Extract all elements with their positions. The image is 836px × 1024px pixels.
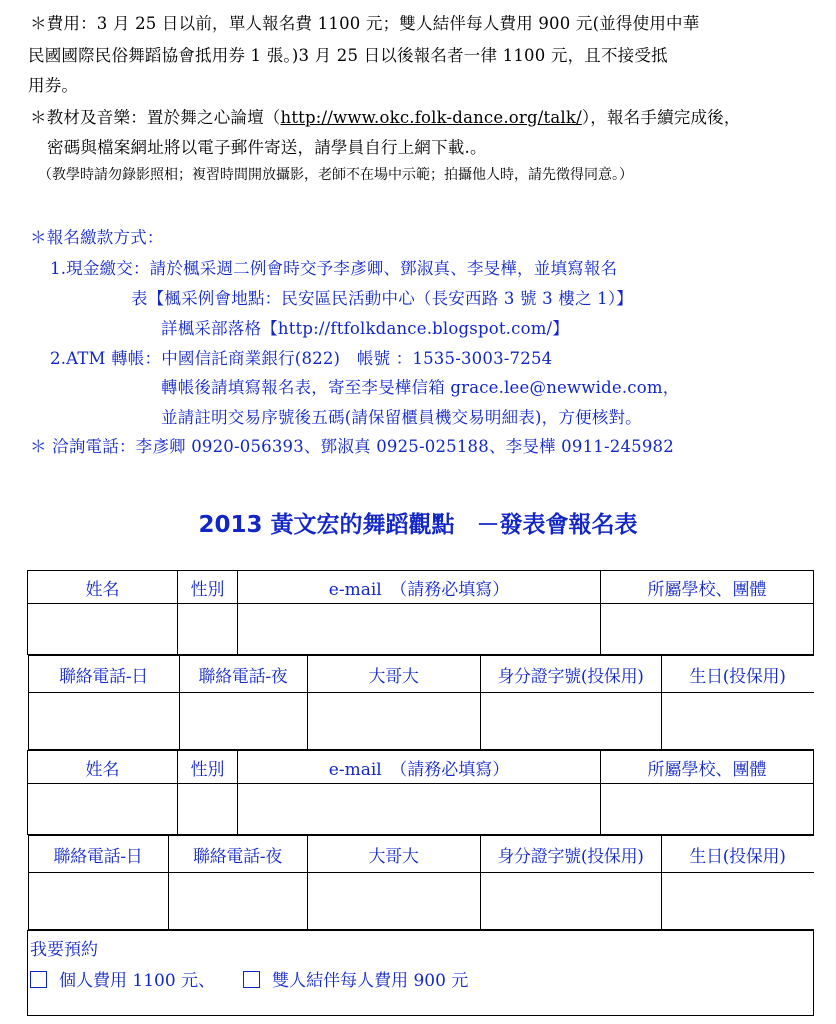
field-gender[interactable] [178, 604, 238, 655]
header-gender: 性別 [178, 571, 238, 604]
field-name[interactable] [28, 784, 178, 835]
header-mobile: 大哥大 [307, 656, 480, 693]
field-affiliation[interactable] [601, 604, 814, 655]
header-birthday: 生日(投保用) [661, 656, 814, 693]
header-name: 姓名 [28, 751, 178, 784]
field-mobile[interactable] [307, 693, 480, 750]
header-gender: 性別 [178, 751, 238, 784]
field-birthday[interactable] [661, 693, 814, 750]
cash-line-3: 詳楓采部落格【http://ftfolkdance.blogspot.com/】 [161, 319, 570, 338]
field-affiliation[interactable] [601, 784, 814, 835]
forum-link[interactable]: http://www.okc.folk-dance.org/talk/ [280, 108, 582, 127]
header-id-number: 身分證字號(投保用) [480, 836, 661, 873]
material-line-1 [30, 104, 741, 128]
contact-subtable [28, 655, 814, 750]
field-phone-day[interactable] [28, 693, 179, 750]
contact-subtable [28, 835, 814, 930]
atm-line-2: 轉帳後請填寫報名表，寄至李旻樺信箱 grace.lee@newwide.com， [161, 378, 680, 397]
checkbox-single[interactable] [30, 971, 47, 988]
cash-line-1: 1.現金繳交：請於楓采週二例會時交予李彥卿、鄧淑真、李旻樺，並填寫報名 [50, 259, 618, 278]
atm-line-1: 2.ATM 轉帳：中國信託商業銀行(822) 帳號 ：1535-3003-7254 [50, 349, 553, 368]
form-title-sub: －發表會報名表 [476, 512, 638, 538]
field-email[interactable] [238, 604, 601, 655]
header-name: 姓名 [28, 571, 178, 604]
reservation-label: 我要預約 [30, 940, 98, 960]
checkbox-pair[interactable] [243, 971, 260, 988]
header-affiliation: 所屬學校、團體 [601, 571, 814, 604]
option-single-label: 個人費用 1100 元、 [59, 971, 216, 991]
material-suffix: ），報名手續完成後， [581, 108, 741, 127]
field-birthday[interactable] [661, 873, 814, 930]
cash-line-2: 表【楓采例會地點：民安區民活動中心（長安西路 3 號 3 樓之 1）】 [131, 289, 633, 308]
header-affiliation: 所屬學校、團體 [601, 751, 814, 784]
header-phone-day: 聯絡電話-日 [28, 656, 179, 693]
fee-line-3: 用券。 [28, 76, 79, 95]
atm-line-3: 並請註明交易序號後五碼(請保留櫃員機交易明細表)，方便核對。 [161, 408, 642, 427]
field-phone-night[interactable] [168, 873, 307, 930]
payment-heading: ＊報名繳款方式： [30, 228, 164, 247]
header-id-number: 身分證字號(投保用) [480, 656, 661, 693]
header-phone-night: 聯絡電話-夜 [168, 836, 307, 873]
field-phone-night[interactable] [179, 693, 307, 750]
field-name[interactable] [28, 604, 178, 655]
field-id-number[interactable] [480, 873, 661, 930]
material-prefix: ＊教材及音樂：置於舞之心論壇（ [30, 108, 281, 127]
contact-subtable-cell [28, 835, 814, 931]
form-title-main: 2013 黃文宏的舞蹈觀點 [198, 512, 455, 538]
option-pair-label: 雙人結伴每人費用 900 元 [272, 971, 469, 991]
header-email: e-mail （請務必填寫） [238, 571, 601, 604]
header-phone-day: 聯絡電話-日 [28, 836, 168, 873]
registration-form-table [27, 570, 814, 1016]
field-id-number[interactable] [480, 693, 661, 750]
field-mobile[interactable] [307, 873, 480, 930]
header-phone-night: 聯絡電話-夜 [179, 656, 307, 693]
form-title [0, 506, 836, 539]
field-gender[interactable] [178, 784, 238, 835]
header-email: e-mail （請務必填寫） [238, 751, 601, 784]
contact-line: ＊ 洽詢電話：李彥卿 0920-056393、鄧淑真 0925-025188、李旻樺 0911-245982 [30, 437, 674, 456]
contact-subtable-cell [28, 655, 814, 751]
material-line-2: 密碼與檔案網址將以電子郵件寄送，請學員自行上網下載.。 [47, 138, 487, 157]
fee-line-2: 民國國際民俗舞蹈協會抵用券 1 張。)3 月 25 日以後報名者一律 1100 元，且不接受抵 [28, 46, 668, 65]
reservation-options [30, 966, 811, 991]
header-birthday: 生日(投保用) [661, 836, 814, 873]
field-email[interactable] [238, 784, 601, 835]
photo-note: （教學時請勿錄影照相；複習時間開放攝影，老師不在場中示範；拍攝他人時，請先徵得同意。） [38, 167, 633, 183]
field-phone-day[interactable] [28, 873, 168, 930]
fee-line-1: ＊費用：3 月 25 日以前，單人報名費 1100 元；雙人結伴每人費用 900 元(並得使用中華 [30, 14, 700, 33]
header-mobile: 大哥大 [307, 836, 480, 873]
reservation-cell [28, 931, 814, 1016]
